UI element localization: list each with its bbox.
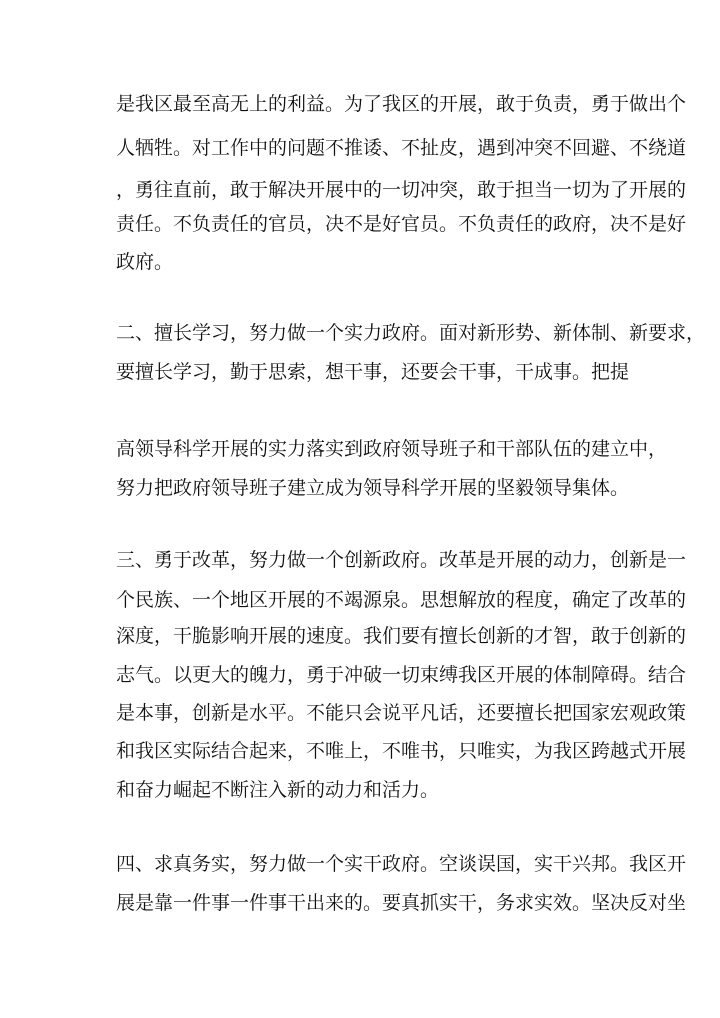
text-line: 政府。	[116, 251, 174, 273]
text-line: 人牺牲。对工作中的问题不推诿、不扯皮，遇到冲突不回避、不绕道	[116, 137, 687, 159]
text-line: 志气。以更大的魄力，勇于冲破一切束缚我区开展的体制障碍。结合	[116, 664, 687, 686]
text-line: 二、擅长学习，努力做一个实力政府。面对新形势、新体制、新要求，	[116, 322, 706, 344]
text-line: 三、勇于改革，努力做一个创新政府。改革是开展的动力，创新是一	[116, 549, 687, 571]
text-line: 深度，干脆影响开展的速度。我们要有擅长创新的才智，敢于创新的	[116, 625, 687, 647]
text-line: ，勇往直前，敢于解决开展中的一切冲突，敢于担当一切为了开展的	[116, 179, 687, 201]
text-line: 努力把政府领导班子建立成为领导科学开展的坚毅领导集体。	[116, 477, 630, 499]
text-line: 和奋力崛起不断注入新的动力和活力。	[116, 779, 440, 801]
text-line: 和我区实际结合起来，不唯上，不唯书，只唯实，为我区跨越式开展	[116, 740, 687, 762]
text-line: 四、求真务实，努力做一个实干政府。空谈误国，实干兴邦。我区开	[116, 853, 687, 875]
text-line: 是本事，创新是水平。不能只会说平凡话，还要擅长把国家宏观政策	[116, 702, 687, 724]
text-line: 高领导科学开展的实力落实到政府领导班子和干部队伍的建立中，	[116, 438, 668, 460]
text-line: 要擅长学习，勤于思索，想干事，还要会干事，干成事。把提	[116, 361, 630, 383]
text-line: 展是靠一件事一件事干出来的。要真抓实干，务求实效。坚决反对坐	[116, 892, 687, 914]
text-line: 是我区最至高无上的利益。为了我区的开展，敢于负责，勇于做出个	[116, 93, 687, 115]
text-line: 责任。不负责任的官员，决不是好官员。不负责任的政府，决不是好	[116, 213, 687, 235]
text-line: 个民族、一个地区开展的不竭源泉。思想解放的程度，确定了改革的	[116, 589, 687, 611]
